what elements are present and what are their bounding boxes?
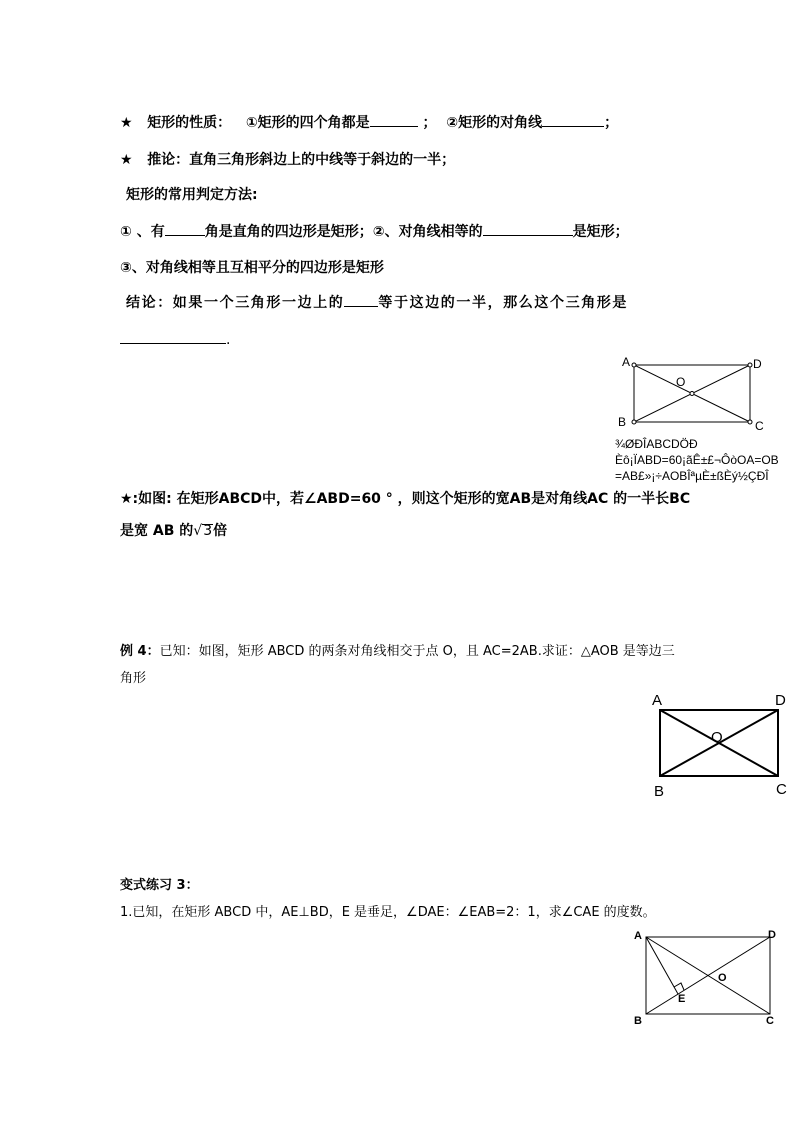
label-c: C <box>776 781 787 798</box>
label-c: C <box>766 1015 774 1027</box>
label-b: B <box>618 415 627 429</box>
blank-5 <box>344 292 378 307</box>
star-problem-line-2 <box>120 520 227 540</box>
caption-line-2: Èô¡ÏABD=60¡ãÊ±£¬ÔòOA=OB <box>615 453 779 467</box>
blank-6 <box>120 329 226 344</box>
star-icon: ★: <box>120 491 139 507</box>
conclusion-line <box>126 292 628 312</box>
label-o: O <box>676 375 686 389</box>
figure-1-caption <box>615 436 779 484</box>
example-4-line-1 <box>120 640 675 659</box>
rectangle-figure-3 <box>628 925 788 1030</box>
star-icon: ★ <box>120 115 133 131</box>
label-o: O <box>718 972 727 984</box>
conclusion-end: . <box>226 332 231 348</box>
label-o: O <box>711 729 723 746</box>
property-line <box>120 112 618 132</box>
property-2-text: ②矩形的对角线 <box>446 115 543 131</box>
criteria-1-c: 是矩形； <box>572 224 629 240</box>
property-label: 矩形的性质： <box>147 115 232 131</box>
label-d: D <box>753 357 762 371</box>
criteria-line-1 <box>120 221 629 241</box>
corollary-line <box>120 149 455 169</box>
label-a: A <box>634 930 642 942</box>
caption-line-1: ¾ØÐÎABCDÖÐ <box>615 437 698 451</box>
sqrt-symbol: √ <box>193 523 203 539</box>
variant-title: 变式练习 3： <box>120 878 199 893</box>
vertex-b-point <box>632 420 636 424</box>
criteria-1-b: 角是直角的四边形是矩形；②、对角线相等的 <box>204 224 483 240</box>
criteria-heading: 矩形的常用判定方法: <box>126 187 258 203</box>
label-a: A <box>652 692 663 709</box>
example-4-label: 例 4： <box>120 644 160 659</box>
variant-problem: 1.已知，在矩形 ABCD 中，AE⊥BD，E 是垂足，∠DAE：∠EAB=2：1，求∠CAE 的度数。 <box>120 905 656 920</box>
vertex-d-point <box>748 363 752 367</box>
vertex-c-point <box>748 420 752 424</box>
star-problem-text-2: 是宽 AB 的 <box>120 523 194 539</box>
label-c: C <box>755 419 764 433</box>
example-4-line-2: 角形 <box>120 671 147 686</box>
blank-3 <box>165 221 205 236</box>
conclusion-mid: 等于这边的一半，那么这个三角形是 <box>378 295 629 311</box>
star-problem-line-1 <box>120 488 690 508</box>
blank-1 <box>370 112 418 127</box>
criteria-line-2: ③、对角线相等且互相平分的四边形是矩形 <box>120 260 384 276</box>
caption-line-3: =AB£»¡÷AOBÎªµÈ±ßÈý½ÇÐÎ <box>615 469 769 483</box>
criteria-1-a: ① 、有 <box>120 224 165 240</box>
star-problem-text: 如图: 在矩形ABCD中，若∠ABD=60 ° ，则这个矩形的宽AB是对角线AC 的一半长BC <box>138 491 691 507</box>
sqrt-radicand: 3 <box>203 523 213 539</box>
label-b: B <box>654 783 665 800</box>
separator: ； <box>422 115 437 131</box>
conclusion-pre: 结论：如果一个三角形一边上的 <box>126 295 345 311</box>
property-1-text: ①矩形的四个角都是 <box>245 115 370 131</box>
conclusion-answer-line <box>120 329 230 348</box>
label-d: D <box>768 929 776 941</box>
example-4-text: 已知：如图，矩形 ABCD 的两条对角线相交于点 O，且 AC=2AB.求证：△AOB 是等边三 <box>159 644 675 659</box>
end-mark: ； <box>604 115 619 131</box>
vertex-a-point <box>632 363 636 367</box>
perpendicular-ae <box>646 937 678 994</box>
label-a: A <box>622 355 631 369</box>
label-e: E <box>678 993 686 1005</box>
corollary-text: 推论：直角三角形斜边上的中线等于斜边的一半； <box>147 152 456 168</box>
star-icon: ★ <box>120 152 133 168</box>
rectangle-figure-1 <box>612 350 794 436</box>
label-b: B <box>634 1015 642 1027</box>
blank-2 <box>542 112 604 127</box>
label-d: D <box>775 692 786 709</box>
center-o-point <box>690 392 694 396</box>
star-problem-end: 倍 <box>213 523 228 539</box>
rectangle-figure-2 <box>648 688 794 800</box>
blank-4 <box>483 221 573 236</box>
